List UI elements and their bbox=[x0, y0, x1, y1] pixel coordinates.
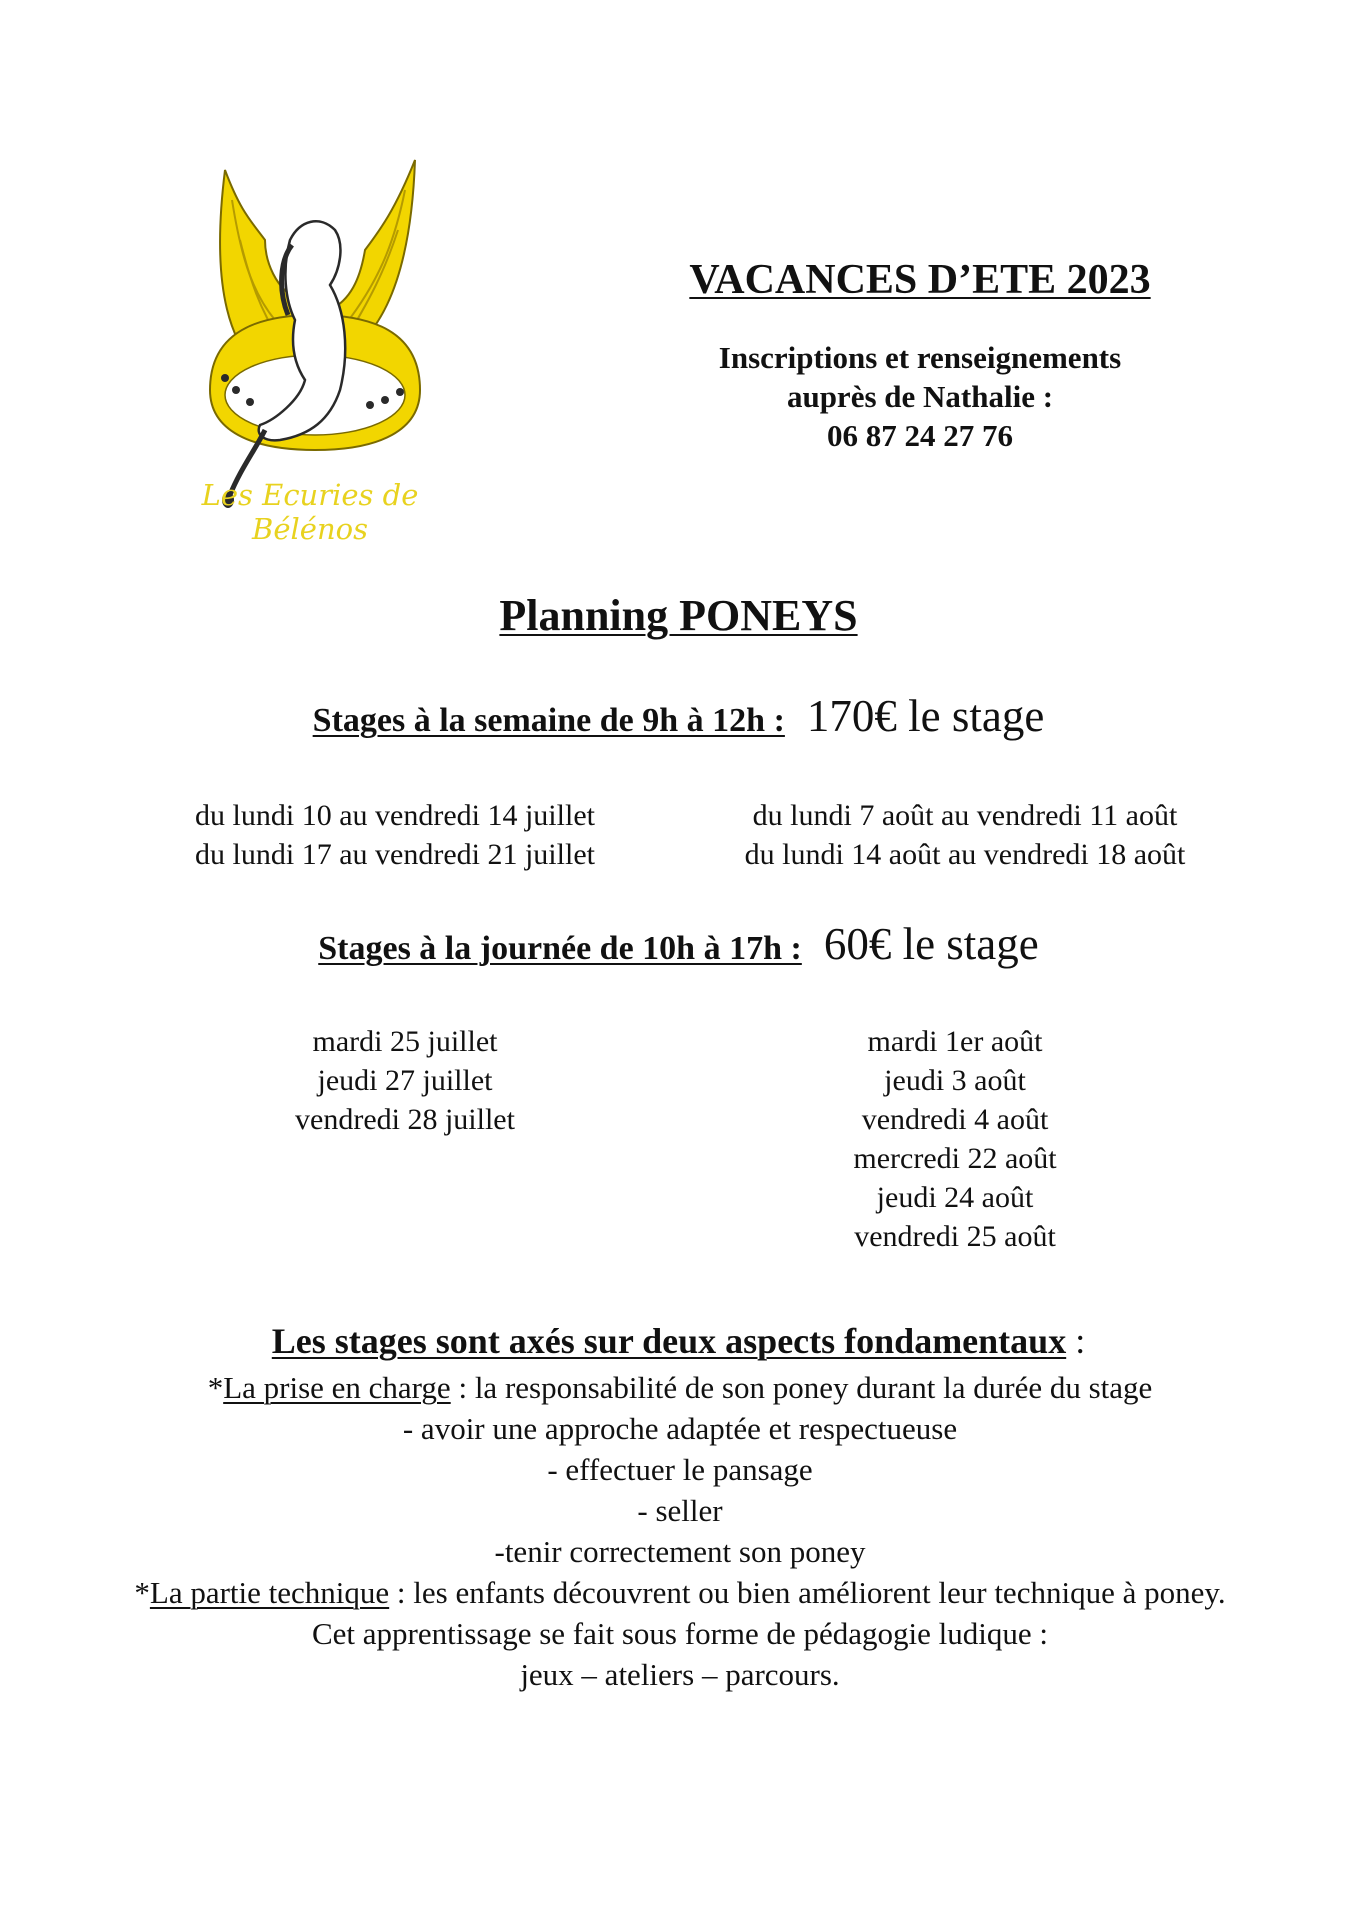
date-item: jeudi 27 juillet bbox=[317, 1064, 493, 1097]
list-item: -tenir correctement son poney bbox=[494, 1534, 866, 1569]
prise-en-charge-text: : la responsabilité de son poney durant la durée du stage bbox=[450, 1370, 1153, 1405]
day-stages-price: 60€ le stage bbox=[823, 919, 1039, 969]
contact-phone: 06 87 24 27 76 bbox=[827, 418, 1013, 453]
ecuries-belenos-logo bbox=[170, 150, 470, 520]
date-item: du lundi 17 au vendredi 21 juillet bbox=[195, 838, 595, 871]
prise-en-charge-label: La prise en charge bbox=[223, 1370, 451, 1405]
date-item: du lundi 14 août au vendredi 18 août bbox=[744, 838, 1186, 871]
list-item: - seller bbox=[637, 1493, 723, 1528]
partie-technique-text: : les enfants découvrent ou bien améliorent leur technique à poney. bbox=[389, 1575, 1226, 1610]
week-dates-july bbox=[160, 796, 630, 874]
aspects-title-colon: : bbox=[1066, 1321, 1086, 1361]
prise-en-charge-paragraph bbox=[130, 1367, 1230, 1408]
week-stages-heading bbox=[0, 690, 1357, 742]
date-item: vendredi 28 juillet bbox=[295, 1103, 515, 1136]
main-title: VACANCES D’ETE 2023 bbox=[689, 257, 1151, 303]
week-dates-august bbox=[705, 796, 1225, 874]
date-item: du lundi 7 août au vendredi 11 août bbox=[752, 799, 1178, 832]
aspects-title bbox=[0, 1320, 1357, 1362]
logo-text: Les Ecuries de Bélénos bbox=[201, 478, 419, 546]
contact-info bbox=[640, 338, 1200, 455]
bullet-star: * bbox=[134, 1575, 150, 1610]
date-item: mardi 1er août bbox=[867, 1025, 1043, 1058]
contact-line: Inscriptions et renseignements bbox=[718, 340, 1122, 375]
date-item: du lundi 10 au vendredi 14 juillet bbox=[195, 799, 595, 832]
day-dates-august bbox=[790, 1022, 1120, 1256]
date-item: mardi 25 juillet bbox=[312, 1025, 498, 1058]
date-item: jeudi 3 août bbox=[884, 1064, 1026, 1097]
aspects-title-text: Les stages sont axés sur deux aspects fondamentaux bbox=[271, 1321, 1067, 1361]
date-item: vendredi 4 août bbox=[861, 1103, 1049, 1136]
bullet-star: * bbox=[207, 1370, 224, 1405]
week-stages-price: 170€ le stage bbox=[806, 691, 1045, 741]
list-item: - avoir une approche adaptée et respectueuse bbox=[402, 1411, 958, 1446]
closing-line: jeux – ateliers – parcours. bbox=[520, 1657, 840, 1692]
contact-line: auprès de Nathalie : bbox=[786, 379, 1054, 414]
list-item: - effectuer le pansage bbox=[547, 1452, 813, 1487]
day-stages-heading bbox=[0, 918, 1357, 970]
day-dates-july bbox=[230, 1022, 580, 1139]
date-item: jeudi 24 août bbox=[876, 1181, 1034, 1214]
week-stages-label: Stages à la semaine de 9h à 12h : bbox=[312, 702, 785, 739]
date-item: vendredi 25 août bbox=[854, 1220, 1056, 1253]
date-item: mercredi 22 août bbox=[853, 1142, 1057, 1175]
closing-line: Cet apprentissage se fait sous forme de pédagogie ludique : bbox=[311, 1616, 1049, 1651]
day-stages-label: Stages à la journée de 10h à 17h : bbox=[318, 930, 802, 967]
partie-technique-label: La partie technique bbox=[149, 1575, 390, 1610]
aspects-body bbox=[130, 1367, 1230, 1695]
partie-technique-paragraph bbox=[130, 1572, 1230, 1613]
planning-title: Planning PONEYS bbox=[499, 591, 858, 640]
